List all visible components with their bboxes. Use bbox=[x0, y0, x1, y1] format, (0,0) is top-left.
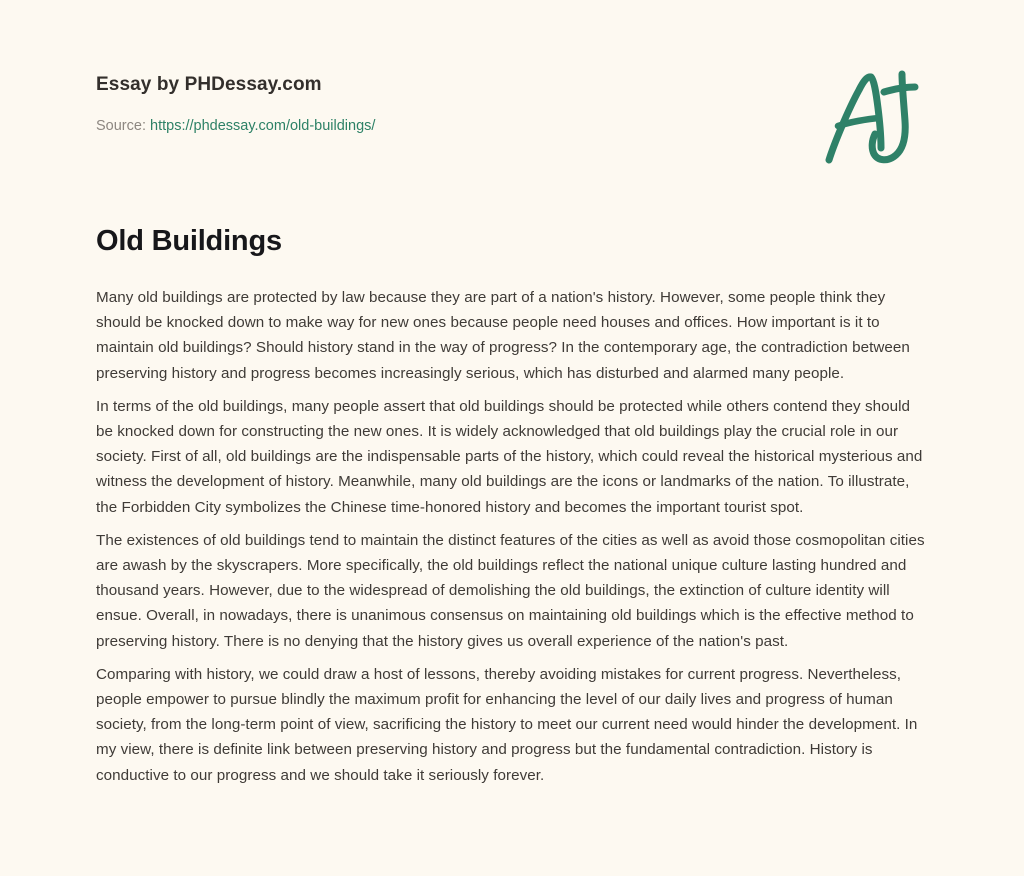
source-label: Source: bbox=[96, 118, 146, 134]
a-plus-icon bbox=[818, 66, 926, 168]
paragraph: In terms of the old buildings, many people assert that old buildings should be protected while others contend they should be knocked down for constructing the new ones. It is widely acknowledged that old buildings play the crucial role in our society. First of all, old buildings are the indispensable parts of the history, which could reveal the historical mysterious and witness the development of history. Meanwhile, many old buildings are the icons or landmarks of the nation. To illustrate, the Forbidden City symbolizes the Chinese time-honored history and becomes the important tourist spot. bbox=[96, 397, 923, 516]
paragraph: Comparing with history, we could draw a host of lessons, thereby avoiding mistakes for current progress. Nevertheless, people empower to pursue blindly the maximum profit for enhancing the level of our daily lives and progress of human society, from the long-term point of view, sacrificing the history to meet our current need would hinder the development. In my view, there is definite link between preserving history and progress but the fundamental contradiction. History is conductive to our progress and we should take it seriously forever. bbox=[96, 665, 918, 784]
paragraph: The existences of old buildings tend to maintain the distinct features of the cities as well as avoid those cosmopolitan cities are awash by the skyscrapers. More specifically, the old buildings reflect the national unique culture lasting hundred and thousand years. However, due to the widespread of demolishing the old buildings, the extinction of culture identity will ensue. Overall, in nowadays, there is unanimous consensus on maintaining old buildings which is the effective method to preserving history. There is no denying that the history gives us overall experience of the nation's past. bbox=[96, 531, 925, 650]
page-header bbox=[96, 72, 928, 136]
source-link[interactable]: https://phdessay.com/old-buildings/ bbox=[150, 118, 376, 134]
paragraph: Many old buildings are protected by law because they are part of a nation's history. However, some people think they should be knocked down to make way for new ones because people need houses and offices. How important is it to maintain old buildings? Should history stand in the way of progress? In the contemporary age, the contradiction between preserving history and progress becomes increasingly serious, which has disturbed and alarmed many people. bbox=[96, 289, 910, 382]
essay-body bbox=[96, 285, 929, 788]
source-line bbox=[96, 116, 928, 136]
brand-title: Essay by PHDessay.com bbox=[96, 74, 322, 95]
page-title: Old Buildings bbox=[96, 225, 282, 257]
a-plus-logo bbox=[818, 66, 926, 168]
